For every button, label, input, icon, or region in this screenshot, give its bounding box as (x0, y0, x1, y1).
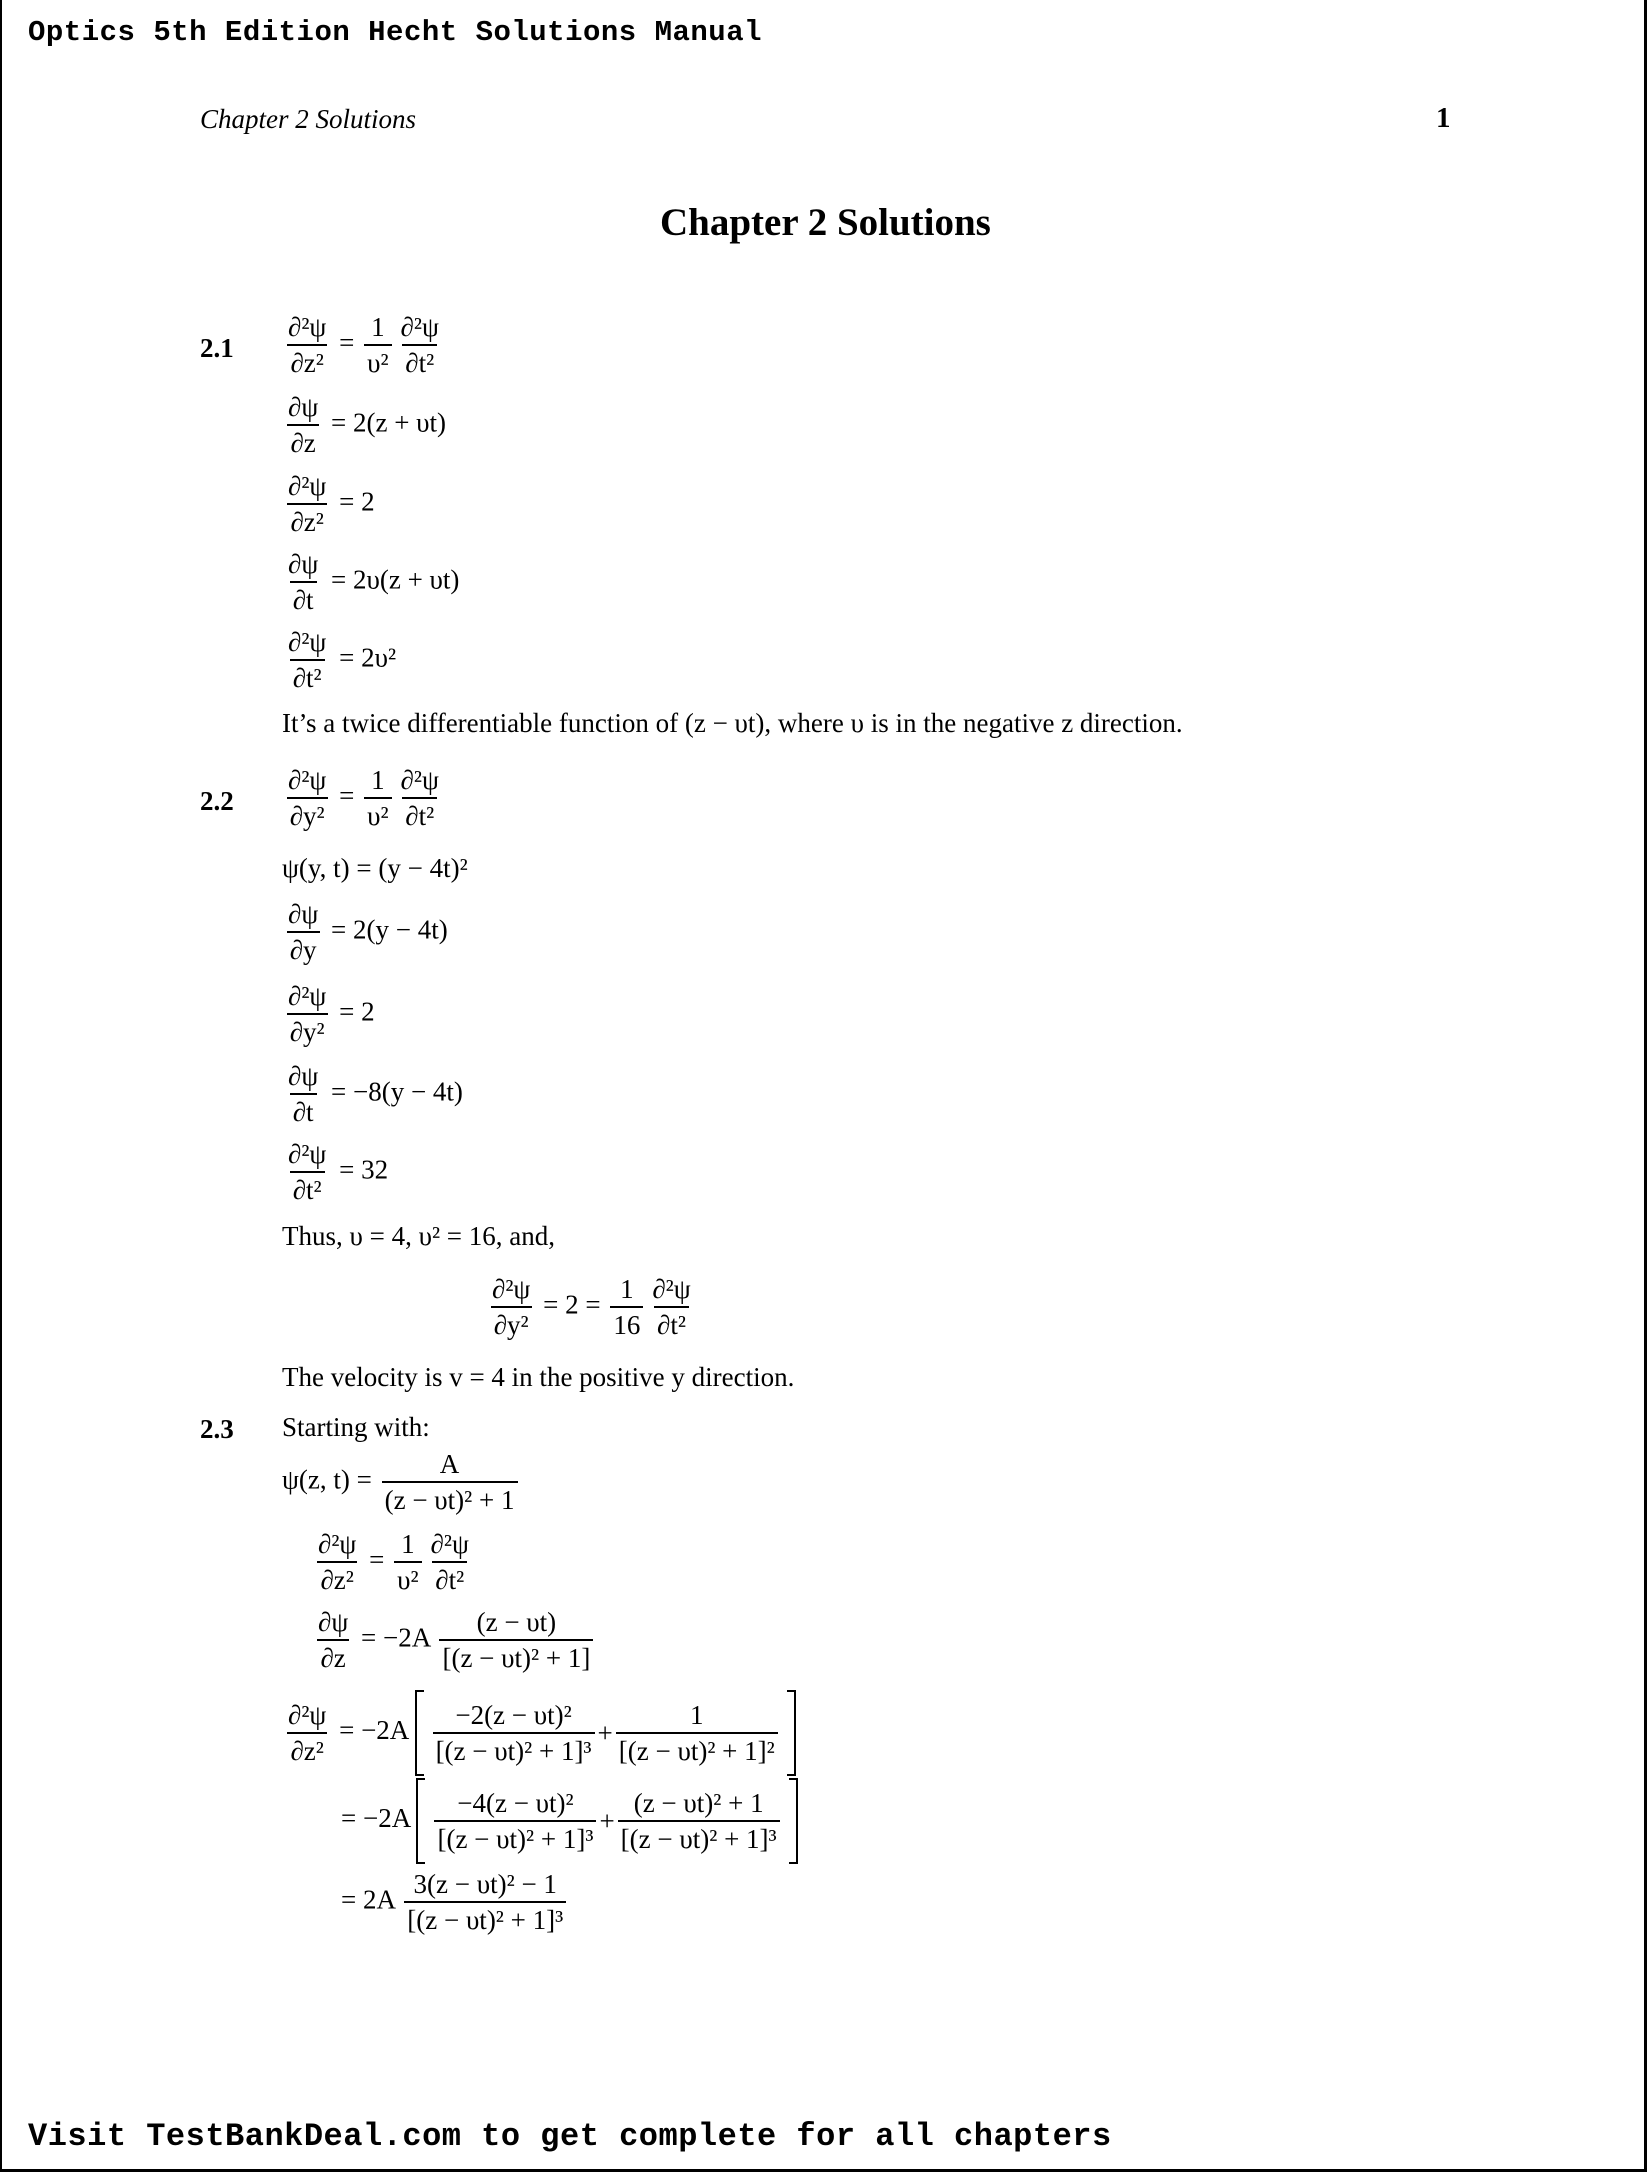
psi-definition-2-3: ψ(z, t) = $\frac{A}{\text{(z − υt)² + 1}}$ (282, 1450, 521, 1515)
chapter-title: Chapter 2 Solutions (660, 201, 991, 244)
second-derivative-dt-2-2: $\frac{\text{∂²ψ}}{\text{∂t²}}$ = 32 (288, 1139, 389, 1206)
psi-definition-2-2: ψ(y, t) = (y − 4t)² (282, 853, 468, 883)
wave-equation-2-2: $\frac{\text{∂²ψ}}{\text{∂y²}}$ = $\frac{1}{\text{υ²}}$ $\frac{\text{∂²ψ}}{\text{∂t²}}$ (288, 765, 439, 832)
second-derivative-dz-2-1: $\frac{\text{∂²ψ}}{\text{∂z²}}$ = 2 (288, 471, 375, 538)
wave-equation-2-1: $\frac{\text{∂²ψ}}{\text{∂z²}}$ = $\frac{1}{\text{υ²}}$ $\frac{\text{∂²ψ}}{\text{∂t²}}$ (288, 312, 439, 379)
conclusion-2-1: It’s a twice differentiable function of (z − υt), where υ is in the negative z direction. (282, 708, 1183, 738)
wave-equation-2-3: $\frac{\text{∂²ψ}}{\text{∂z²}}$ = $\frac{1}{\text{υ²}}$ $\frac{\text{∂²ψ}}{\text{∂t²}}$ (318, 1529, 469, 1596)
page-number: 1 (1436, 102, 1451, 134)
starting-with-2-3: Starting with: (282, 1412, 430, 1442)
running-title: Chapter 2 Solutions (200, 104, 417, 134)
problem-number-2-1: 2.1 (200, 333, 234, 363)
second-derivative-dz-2-3: $\frac{\text{∂²ψ}}{\text{∂z²}}$ = −2A −2(z − υt)² [(z − υt)² + 1]³ + $\frac{1}{\text{[(z − υt)² + 1]²}}$ (282, 1690, 796, 1776)
derivative-dt-2-1: $\frac{\partial\psi}{\partial t}$ = 2υ(z + υt) (288, 549, 460, 616)
header-banner: Optics 5th Edition Hecht Solutions Manual (28, 16, 763, 49)
simplification-step-2-3: = −2A −4(z − υt)² [(z − υt)² + 1]³ + $\frac{\text{(z − υt)² + 1}}{\text{[(z − υt)² + 1]³}}$ (341, 1778, 798, 1864)
final-equation-2-2: $\frac{\text{∂²ψ}}{\text{∂y²}}$ = 2 = $\frac{1}{16}$ $\frac{\text{∂²ψ}}{\text{∂t²}}$ (492, 1274, 691, 1341)
final-result-2-3: = 2A $\frac{\text{3(z − υt)² − 1}}{\text{[(z − υt)² + 1]³}}$ (341, 1870, 569, 1935)
second-derivative-dt-2-1: $\frac{\text{∂²ψ}}{\text{∂t²}}$ = 2υ² (288, 627, 397, 694)
derivative-dy-2-2: $\frac{\partial\psi}{\partial y}$ = 2(y − 4t) (288, 899, 448, 966)
second-derivative-dy-2-2: $\frac{\text{∂²ψ}}{\text{∂y²}}$ = 2 (288, 981, 375, 1048)
problem-number-2-3: 2.3 (200, 1414, 234, 1444)
thus-statement-2-2: Thus, υ = 4, υ² = 16, and, (282, 1221, 556, 1251)
derivative-dz-2-3: $\frac{\partial\psi}{\partial z}$ = −2A $\frac{(z - \upsilon t)}{\text{[(z − υt)² + 1]}}$ (312, 1608, 596, 1673)
derivative-dt-2-2: $\frac{\partial\psi}{\partial t}$ = −8(y − 4t) (288, 1061, 463, 1128)
problem-number-2-2: 2.2 (200, 786, 234, 816)
derivative-dz-2-1: $\frac{\partial\psi}{\partial z}$ = 2(z + υt) (288, 392, 447, 459)
velocity-statement-2-2: The velocity is v = 4 in the positive y direction. (282, 1362, 795, 1392)
footer-banner: Visit TestBankDeal.com to get complete for all chapters (28, 2118, 1112, 2155)
